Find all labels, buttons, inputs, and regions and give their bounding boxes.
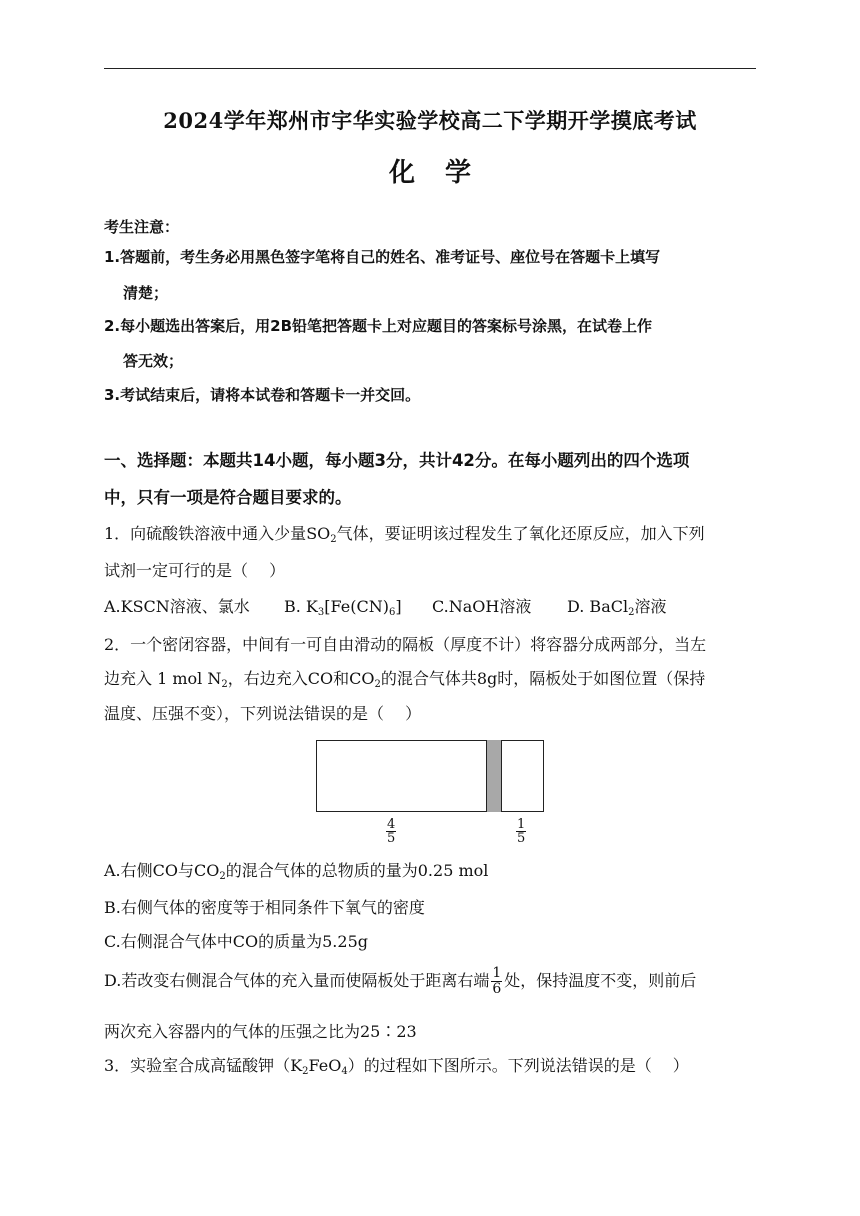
q1-option-c: C.NaOH溶液 — [432, 597, 532, 616]
section-heading-line1: 一、选择题：本题共14小题，每小题3分，共计42分。在每小题列出的四个选项 — [104, 451, 690, 470]
q2-stem-line2: 边充入 1 mol $N_2$，右边充入CO和$CO_2$的混合气体共8g时，隔板处于如图位置（保持 — [104, 669, 706, 690]
notice-item-3: 3.考试结束后，请将本试卷和答题卡一并交回。 — [104, 386, 421, 404]
q1-option-d: D. BaCl$_2$溶液 — [567, 597, 667, 618]
q2-option-c: C.右侧混合气体中CO的质量为5.25g — [104, 932, 368, 951]
q2-option-d-line1: D.若改变右侧混合气体的充入量而使隔板处于距离右端 $\frac{1}{6}$ 处，保持温度不变，则前后 — [104, 965, 697, 997]
q2-stem-line3: 温度、压强不变），下列说法错误的是（ ） — [104, 704, 422, 723]
q2-option-b: B.右侧气体的密度等于相同条件下氧气的密度 — [104, 898, 425, 917]
sliding-partition — [486, 740, 502, 812]
notice-heading: 考生注意： — [104, 218, 180, 236]
q1-stem-line2: 试剂一定可行的是（ ） — [104, 561, 286, 580]
notice-item-1-cont: 清楚； — [123, 284, 169, 302]
container-diagram — [316, 740, 546, 846]
q1-option-a: A.KSCN溶液、氯水 — [104, 597, 250, 616]
q1-option-b: B. $K_3[Fe(CN)_6]$ — [284, 597, 402, 618]
right-fraction-label: $\frac{1}{5}$ — [517, 817, 526, 846]
q1-options — [104, 596, 756, 620]
notice-item-2: 2.每小题选出答案后，用2B铅笔把答题卡上对应题目的答案标号涂黑，在试卷上作 — [104, 317, 653, 335]
subject-title: 化学 — [388, 158, 501, 188]
q3-stem-line1: 3．实验室合成高锰酸钾$(K_2FeO_4)$的过程如下图所示。下列说法错误的是（ ） — [104, 1056, 689, 1077]
notice-item-2-cont: 答无效； — [123, 352, 184, 370]
notice-item-1: 1.答题前，考生务必用黑色签字笔将自己的姓名、准考证号、座位号在答题卡上填写 — [104, 248, 661, 266]
top-rule — [104, 68, 756, 69]
q2-option-d-line2: 两次充入容器内的气体的压强之比为25∶23 — [104, 1022, 417, 1041]
q2-stem-line1: 2．一个密闭容器，中间有一可自由滑动的隔板（厚度不计）将容器分成两部分，当左 — [104, 635, 707, 654]
exam-title: 2024学年郑州市宇华实验学校高二下学期开学摸底考试 — [163, 108, 697, 133]
fraction-one-sixth: $\frac{1}{6}$ — [492, 965, 502, 997]
q2-option-a: A.右侧CO与$CO_2$的混合气体的总物质的量为0.25 mol — [104, 861, 489, 882]
left-fraction-label: $\frac{4}{5}$ — [387, 817, 396, 846]
section-heading-line2: 中，只有一项是符合题目要求的。 — [104, 488, 352, 507]
q1-stem-line1: 1．向硫酸铁溶液中通入少量$SO_2$气体，要证明该过程发生了氧化还原反应，加入下列 — [104, 524, 705, 545]
container-box — [316, 740, 544, 812]
